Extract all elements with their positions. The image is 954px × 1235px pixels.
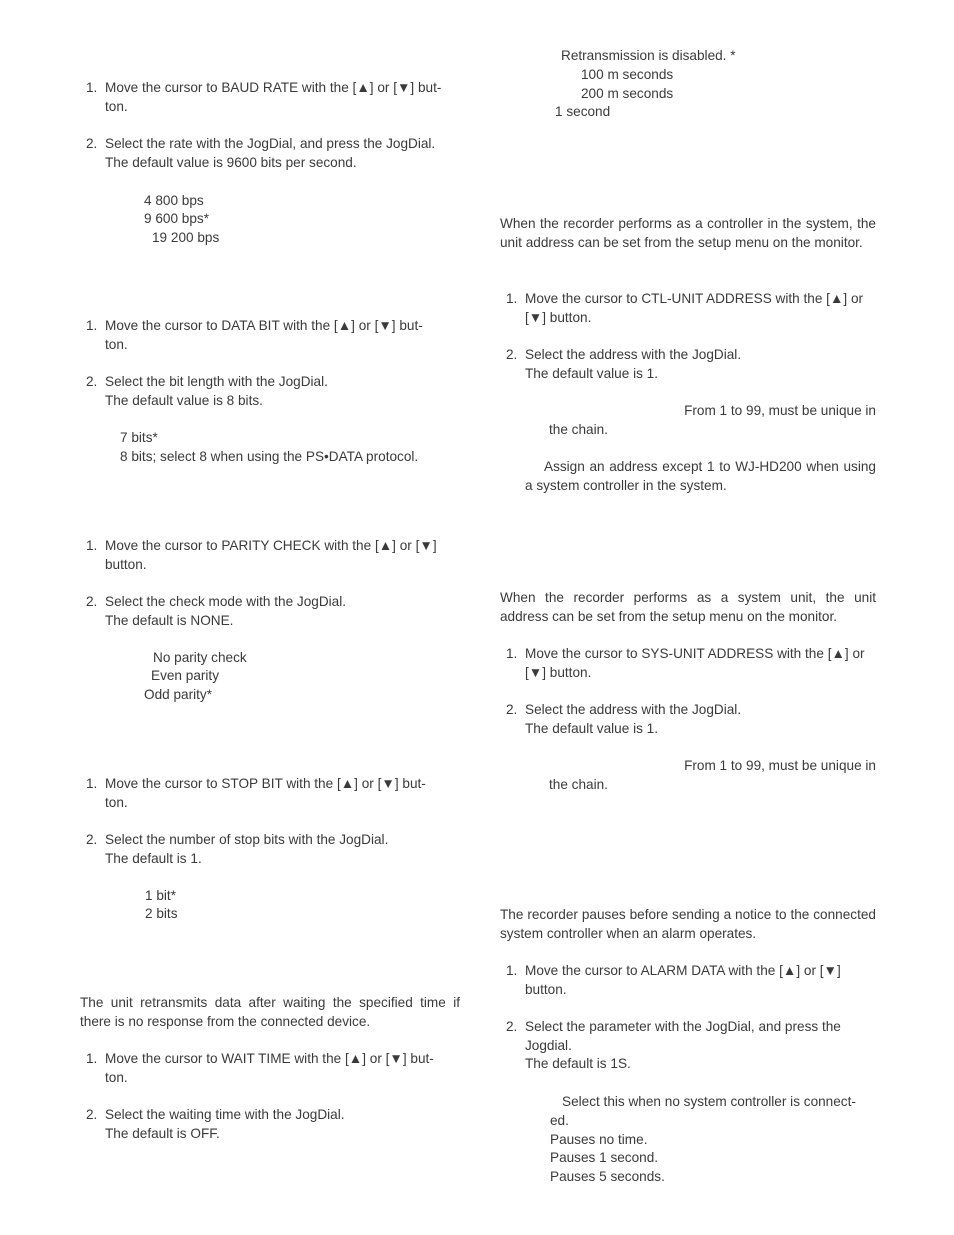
baud-option: 19 200 bps [152,230,220,245]
stop-bit-option: 2 bits [145,906,178,921]
ctl-unit-step-2: 2. Select the address with the JogDial. The default value is 1. [506,347,742,381]
ctl-unit-note: Assign an address except 1 to WJ-HD200 when using a system controller in the system. [525,459,876,493]
alarm-option: Pauses 5 seconds. [550,1169,665,1184]
ctl-unit-step-1: 1. Move the cursor to CTL-UNIT ADDRESS with the [▲] or [▼] button. [506,291,864,325]
stop-bit-option: 1 bit* [145,888,176,903]
parity-check-step-2: 2. Select the check mode with the JogDial. The default is NONE. [86,594,347,628]
parity-check-step-1: 1. Move the cursor to PARITY CHECK with the [▲] or [▼] button. [86,538,437,572]
alarm-data-intro: The recorder pauses before sending a notice to the connected system controller when an alarm operates. [500,907,876,941]
sys-unit-step-2: 2. Select the address with the JogDial. The default value is 1. [506,702,742,736]
sys-unit-step-1: 1. Move the cursor to SYS-UNIT ADDRESS with the [▲] or [▼] button. [506,646,865,680]
parity-option: Even parity [151,668,220,683]
baud-rate-step-1: 1. Move the cursor to BAUD RATE with the [▲] or [▼] but- ton. [86,80,442,114]
stop-bit-step-2: 2. Select the number of stop bits with the JogDial. The default is 1. [86,832,389,866]
sys-unit-range: From 1 to 99, must be unique in [684,758,876,773]
data-bit-option: 7 bits* [120,430,158,445]
wait-time-step-1: 1. Move the cursor to WAIT TIME with the [▲] or [▼] but- ton. [86,1051,434,1085]
baud-option: 4 800 bps [144,193,204,208]
wait-time-option: 200 m seconds [581,86,674,101]
data-bit-option: 8 bits; select 8 when using the PS•DATA protocol. [120,449,419,464]
parity-option: Odd parity* [144,687,213,702]
wait-time-option: Retransmission is disabled. * [561,48,736,63]
sys-unit-intro: When the recorder performs as a system unit, the unit address can be set from the setup menu on the monitor. [500,590,876,624]
alarm-option: Pauses no time. [550,1132,648,1147]
alarm-option-off: ed. [550,1113,569,1128]
alarm-option: Pauses 1 second. [550,1150,659,1165]
ctl-unit-range: the chain. [549,422,608,437]
wait-time-option: 1 second [555,104,611,119]
wait-time-option: 100 m seconds [581,67,674,82]
stop-bit-step-1: 1. Move the cursor to STOP BIT with the [▲] or [▼] but- ton. [86,776,426,810]
alarm-data-step-2: 2. Select the parameter with the JogDial, and press the Jogdial. The default is 1S. [506,1019,841,1072]
alarm-data-step-1: 1. Move the cursor to ALARM DATA with the [▲] or [▼] button. [506,963,841,997]
wait-time-intro: The unit retransmits data after waiting the specified time if there is no response from the connected device. [80,995,460,1029]
data-bit-step-1: 1. Move the cursor to DATA BIT with the [▲] or [▼] but- ton. [86,318,423,352]
ctl-unit-intro: When the recorder performs as a controller in the system, the unit address can be set from the setup menu on the monitor. [500,216,876,250]
data-bit-step-2: 2. Select the bit length with the JogDial. The default value is 8 bits. [86,374,328,408]
baud-option: 9 600 bps* [144,211,210,226]
parity-option: No parity check [153,650,247,665]
baud-rate-step-2: 2. Select the rate with the JogDial, and press the JogDial. The default value is 9600 bits per second. [86,136,436,170]
wait-time-step-2: 2. Select the waiting time with the JogDial. The default is OFF. [86,1107,345,1141]
sys-unit-range: the chain. [549,777,608,792]
alarm-option-off: Select this when no system controller is connect- [562,1094,856,1109]
ctl-unit-range: From 1 to 99, must be unique in [684,403,876,418]
